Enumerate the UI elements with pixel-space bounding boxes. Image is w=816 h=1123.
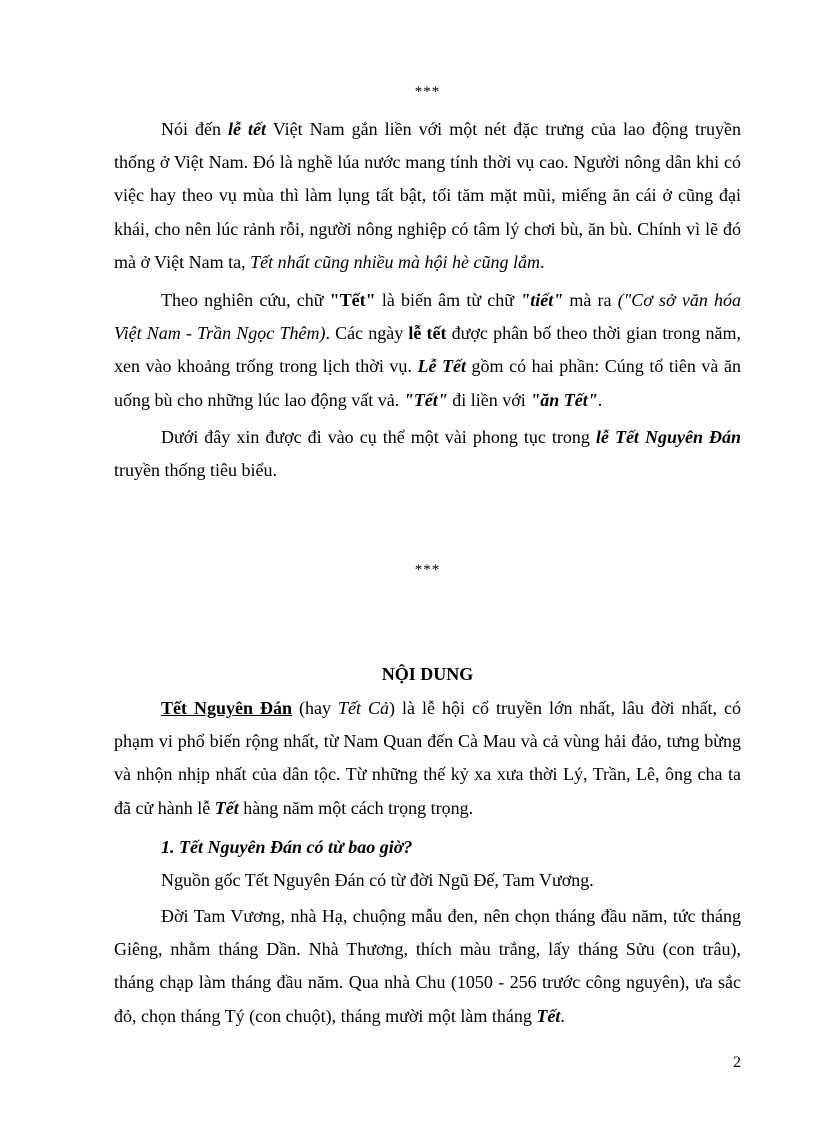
content-heading: NỘI DUNG <box>381 664 474 684</box>
separator-middle: *** <box>414 562 441 578</box>
separator-top: *** <box>414 84 441 100</box>
content-paragraph-3: Đời Tam Vương, nhà Hạ, chuộng mẫu đen, nên chọn tháng đầu năm, tức tháng Giêng, nhằm tháng Dần. Nhà Thương, thích màu trắng, lấy tháng Sửu (con trâu), tháng chạp làm tháng đầu năm. Qua nhà Chu (1050 - 256 trước công nguyên), ưa sắc đỏ, chọn tháng Tý (con chuột), tháng mười một làm tháng Tết. <box>114 906 741 1026</box>
intro-paragraph-2: Theo nghiên cứu, chữ "Tết" là biến âm từ chữ "tiết" mà ra ("Cơ sở văn hóa Việt Nam - Trần Ngọc Thêm). Các ngày lễ tết được phân bố theo thời gian trong năm, xen vào khoảng trống trong lịch thời vụ. Lễ Tết gồm có hai phần: Cúng tổ tiên và ăn uống bù cho những lúc lao động vất vả. "Tết" đi liền với "ăn Tết". <box>114 290 741 410</box>
content-paragraph-2: Nguồn gốc Tết Nguyên Đán có từ đời Ngũ Đế, Tam Vương. <box>161 870 594 890</box>
content-paragraph-1: Tết Nguyên Đán (hay Tết Cả) là lễ hội cổ truyền lớn nhất, lâu đời nhất, có phạm vi phổ biến rộng nhất, từ Nam Quan đến Cà Mau và cả vùng hải đảo, tưng bừng và nhộn nhịp nhất của dân tộc. Từ những thế kỷ xa xưa thời Lý, Trần, Lê, ông cha ta đã cử hành lễ Tết hàng năm một cách trọng trọng. <box>114 698 742 818</box>
document-page <box>114 0 741 1123</box>
page-number: 2 <box>733 1054 741 1071</box>
intro-paragraph-1: Nói đến lễ tết Việt Nam gắn liền với một nét đặc trưng của lao động truyền thống ở Việt Nam. Đó là nghề lúa nước mang tính thời vụ cao. Người nông dân khi có việc hay theo vụ mùa thì làm lụng tất bật, tối tăm mặt mũi, miếng ăn cái ở cũng đại khái, cho nên lúc rảnh rỗi, người nông nghiệp có tâm lý chơi bù, ăn bù. Chính vì lẽ đó mà ở Việt Nam ta, Tết nhất cũng nhiều mà hội hè cũng lắm. <box>114 119 741 272</box>
section-1-title: 1. Tết Nguyên Đán có từ bao giờ? <box>161 837 413 857</box>
intro-paragraph-3: Dưới đây xin được đi vào cụ thể một vài phong tục trong lễ Tết Nguyên Đán truyền thống tiêu biểu. <box>114 427 742 481</box>
